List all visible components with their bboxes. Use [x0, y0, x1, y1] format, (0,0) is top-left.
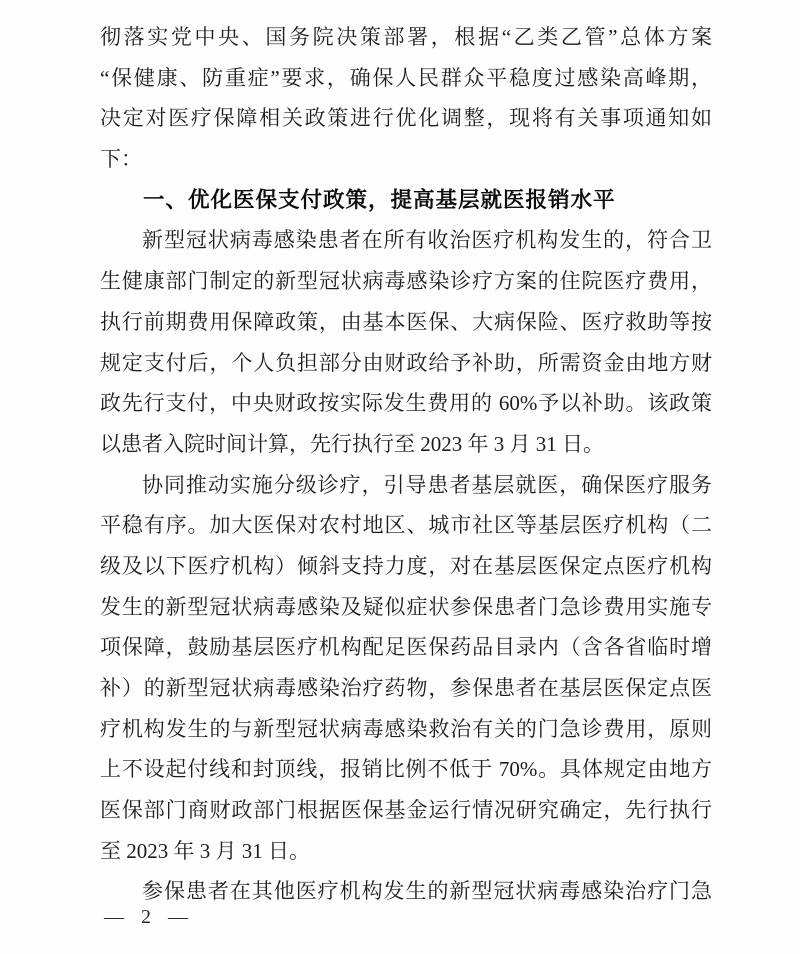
body-line: 补）的新型冠状病毒感染治疗药物，参保患者在基层医保定点医: [100, 676, 712, 700]
body-line: 生健康部门制定的新型冠状病毒感染诊疗方案的住院医疗费用，: [100, 269, 712, 294]
body-line: 医保部门商财政部门根据医保基金运行情况研究确定，先行执行: [100, 798, 712, 823]
body-line: 决定对医疗保障相关政策进行优化调整，现将有关事项通知如: [100, 106, 712, 131]
body-line: 以患者入院时间计算，先行执行至 2023 年 3 月 31 日。: [100, 431, 604, 456]
body-line: “保健康、防重症”要求，确保人民群众平稳度过感染高峰期，: [100, 65, 712, 90]
document-body: [100, 17, 712, 912]
page-number: — 2 —: [104, 906, 194, 928]
body-line: 参保患者在其他医疗机构发生的新型冠状病毒感染治疗门急: [142, 879, 712, 904]
body-line: 政先行支付，中央财政按实际发生费用的 60%予以补助。该政策: [100, 391, 712, 416]
body-line: 级及以下医疗机构）倾斜支持力度，对在基层医保定点医疗机构: [100, 553, 712, 578]
body-line: 项保障，鼓励基层医疗机构配足医保药品目录内（含各省临时增: [100, 635, 712, 660]
section-1-heading: 一、优化医保支付政策，提高基层就医报销水平: [143, 187, 616, 212]
body-line: 上不设起付线和封顶线，报销比例不低于 70%。具体规定由地方: [100, 757, 712, 782]
body-line: 疗机构发生的与新型冠状病毒感染救治有关的门急诊费用，原则: [100, 716, 712, 741]
body-line: 执行前期费用保障政策，由基本医保、大病保险、医疗救助等按: [100, 309, 712, 334]
body-line: 发生的新型冠状病毒感染及疑似症状参保患者门急诊费用实施专: [100, 594, 712, 619]
body-line: 规定支付后，个人负担部分由财政给予补助，所需资金由地方财: [100, 350, 712, 375]
body-line: 新型冠状病毒感染患者在所有收治医疗机构发生的，符合卫: [142, 228, 712, 253]
body-line: 协同推动实施分级诊疗，引导患者基层就医，确保医疗服务: [142, 472, 712, 497]
body-line: 下：: [100, 147, 142, 172]
body-line: 平稳有序。加大医保对农村地区、城市社区等基层医疗机构（二: [100, 513, 712, 538]
body-line: 彻落实党中央、国务院决策部署，根据“乙类乙管”总体方案: [100, 25, 712, 49]
body-line: 至 2023 年 3 月 31 日。: [100, 838, 310, 863]
